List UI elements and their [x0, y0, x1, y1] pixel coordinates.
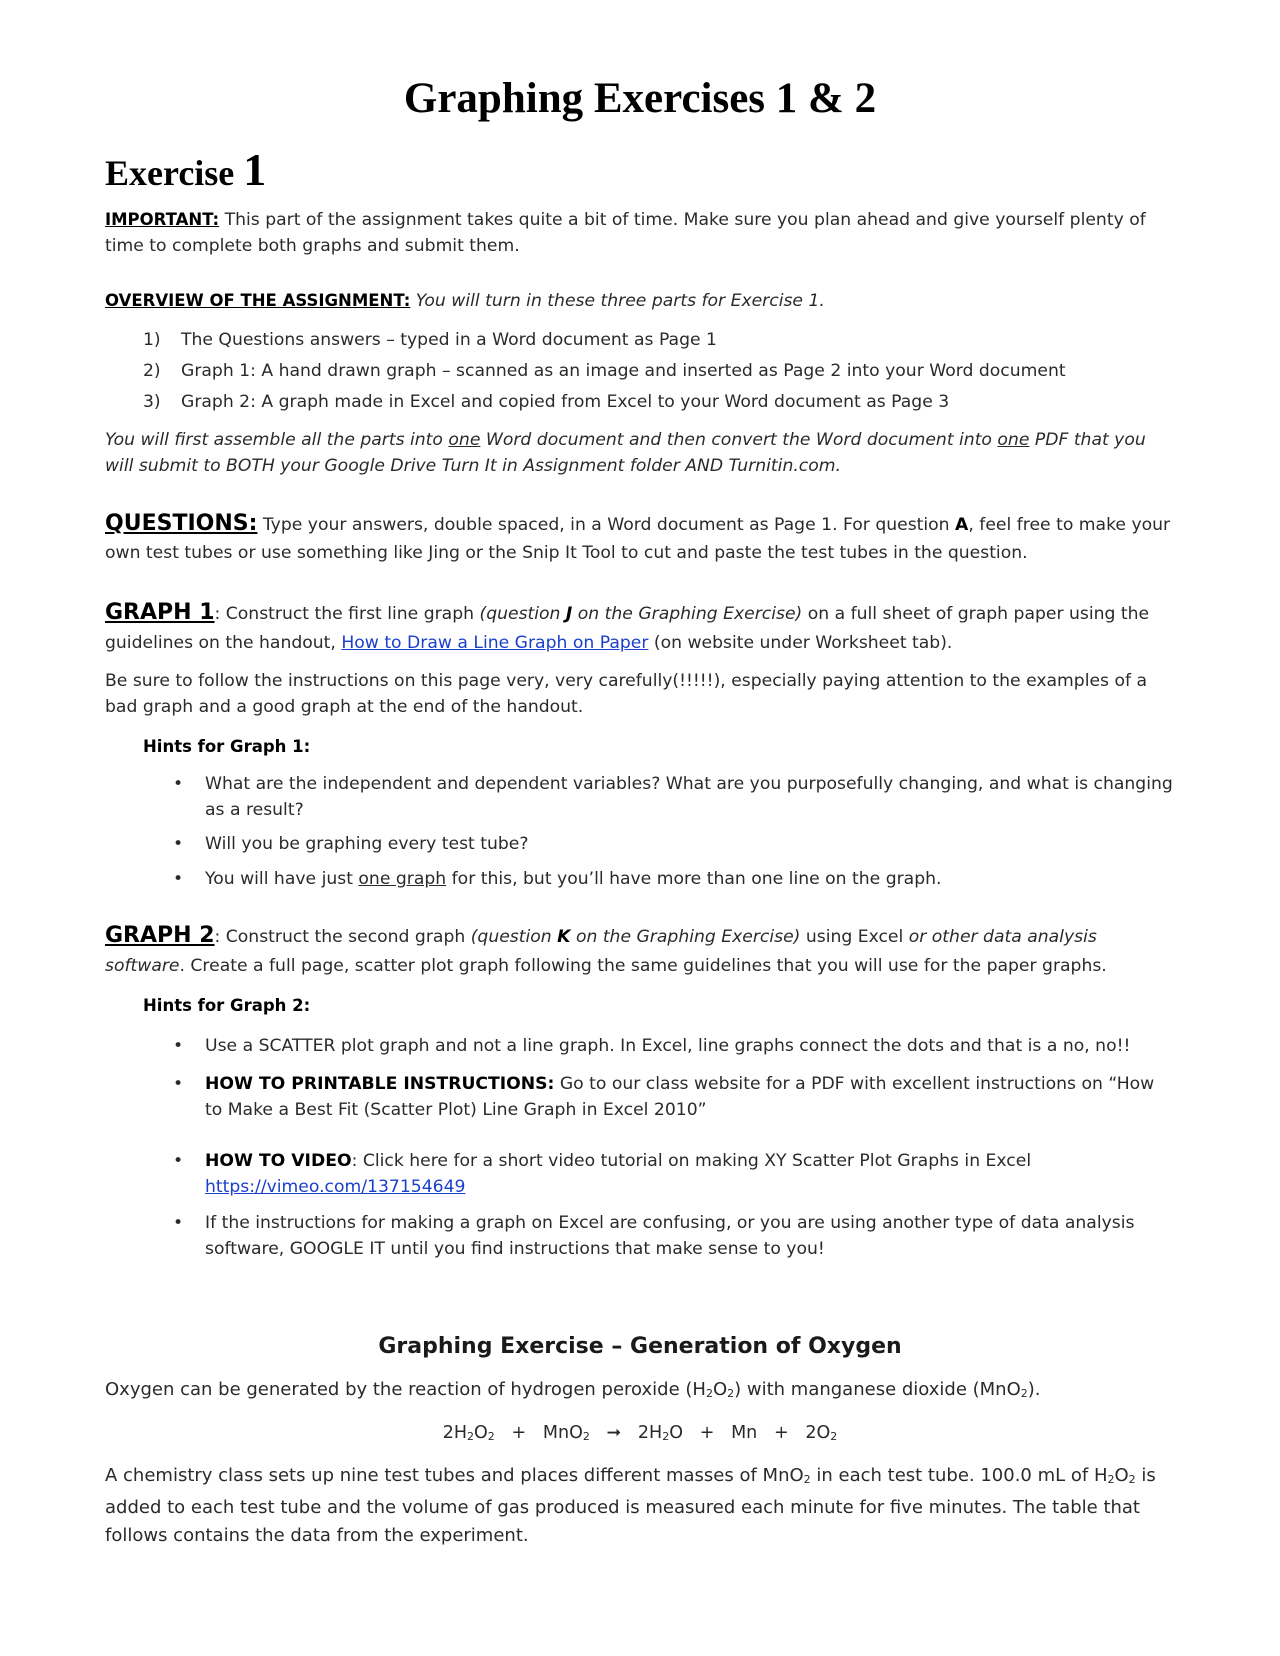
list-item: • HOW TO PRINTABLE INSTRUCTIONS: Go to our class website for a PDF with excellent instructions on “How to Make a Best Fit (Scatter Plot) Line Graph in Excel 2010”: [173, 1071, 1173, 1123]
list-item: • Will you be graphing every test tube?: [173, 831, 1173, 857]
important-paragraph: [105, 207, 1175, 259]
list-item: • What are the independent and dependent variables? What are you purposefully changing, and what is changing as a result?: [173, 771, 1173, 823]
list-item: • You will have just one graph for this, but you’ll have more than one line on the graph.: [173, 866, 1173, 892]
graph1-paragraph: GRAPH 1: Construct the first line graph (question J on the Graphing Exercise) on a full sheet of graph paper using the guidelines on the handout, How to Draw a Line Graph on Paper (on website under Worksheet tab).: [105, 600, 1150, 653]
graph1-follow-paragraph: Be sure to follow the instructions on this page very, very carefully(!!!!!), especially paying attention to the examples of a bad graph and a good graph at the end of the handout.: [105, 671, 1148, 717]
list-item: 1) The Questions answers – typed in a Word document as Page 1: [143, 330, 717, 350]
oxygen-intro: Oxygen can be generated by the reaction of hydrogen peroxide $(H_2O_2)$ with manganese dioxide (MnO$_2$).: [105, 1379, 1041, 1400]
oxygen-section-title: Graphing Exercise – Generation of Oxygen: [378, 1334, 902, 1359]
hints-graph1-title: Hints for Graph 1:: [143, 737, 311, 756]
graph2-label: GRAPH 2: [105, 923, 215, 948]
overview-text: You will turn in these three parts for Exercise 1.: [410, 291, 825, 311]
reaction-equation: $2H_2O_2$ + MnO$_2$ ➞ $2H_2O$ + Mn + $2O_2$: [442, 1423, 838, 1443]
questions-label: QUESTIONS:: [105, 511, 258, 536]
list-item: • If the instructions for making a graph on Excel are confusing, or you are using another type of data analysis software, GOOGLE IT until you find instructions that make sense to you!: [173, 1210, 1173, 1262]
list-item: • Use a SCATTER plot graph and not a line graph. In Excel, line graphs connect the dots and that is a no, no!!: [173, 1033, 1173, 1059]
list-item: 3) Graph 2: A graph made in Excel and copied from Excel to your Word document as Page 3: [143, 392, 950, 412]
graph2-paragraph: GRAPH 2: Construct the second graph (question K on the Graphing Exercise) using Excel or other data analysis software. Create a full page, scatter plot graph following the same guidelines that you will use for the paper graphs.: [105, 923, 1107, 976]
experiment-paragraph: A chemistry class sets up nine test tubes and places different masses of MnO$_2$ in each test tube. 100.0 mL of $H_2O_2$ is added to each test tube and the volume of gas produced is measured each minute for five minutes. The table that follows contains the data from the experiment.: [105, 1465, 1156, 1546]
line-graph-link[interactable]: How to Draw a Line Graph on Paper: [341, 633, 649, 653]
exercise-number: 1: [243, 144, 267, 195]
bullet-icon: •: [173, 1074, 184, 1094]
arrow-icon: ➞: [606, 1423, 622, 1443]
important-label: IMPORTANT:: [105, 210, 220, 229]
exercise-heading: [105, 143, 266, 196]
hints-graph2-title: Hints for Graph 2:: [143, 996, 311, 1015]
vimeo-link[interactable]: https://vimeo.com/137154649: [205, 1177, 466, 1197]
important-text: This part of the assignment takes quite a bit of time. Make sure you plan ahead and give yourself plenty of time to complete both graphs and submit them.: [105, 210, 1146, 256]
page-title: Graphing Exercises 1 & 2: [403, 75, 877, 122]
bullet-icon: •: [173, 1036, 184, 1056]
overview-label: OVERVIEW OF THE ASSIGNMENT:: [105, 291, 411, 310]
assemble-paragraph: You will first assemble all the parts into one Word document and then convert the Word document into one PDF that you will submit to BOTH your Google Drive Turn It in Assignment folder AND Turnitin.com.: [105, 430, 1146, 476]
bullet-icon: •: [173, 1151, 184, 1171]
list-item: • HOW TO VIDEO: Click here for a short video tutorial on making XY Scatter Plot Graphs in Excel https://vimeo.com/137154649: [173, 1148, 1173, 1200]
questions-paragraph: QUESTIONS: Type your answers, double spaced, in a Word document as Page 1. For question A, feel free to make your own test tubes or use something like Jing or the Snip It Tool to cut and paste the test tubes in the question.: [105, 511, 1171, 563]
bullet-icon: •: [173, 774, 184, 794]
bullet-icon: •: [173, 869, 184, 889]
exercise-label: Exercise: [105, 153, 235, 193]
bullet-icon: •: [173, 834, 184, 854]
overview-paragraph: [105, 288, 1175, 314]
graph1-label: GRAPH 1: [105, 600, 215, 625]
list-item: 2) Graph 1: A hand drawn graph – scanned as an image and inserted as Page 2 into your Word document: [143, 361, 1066, 381]
bullet-icon: •: [173, 1213, 184, 1233]
